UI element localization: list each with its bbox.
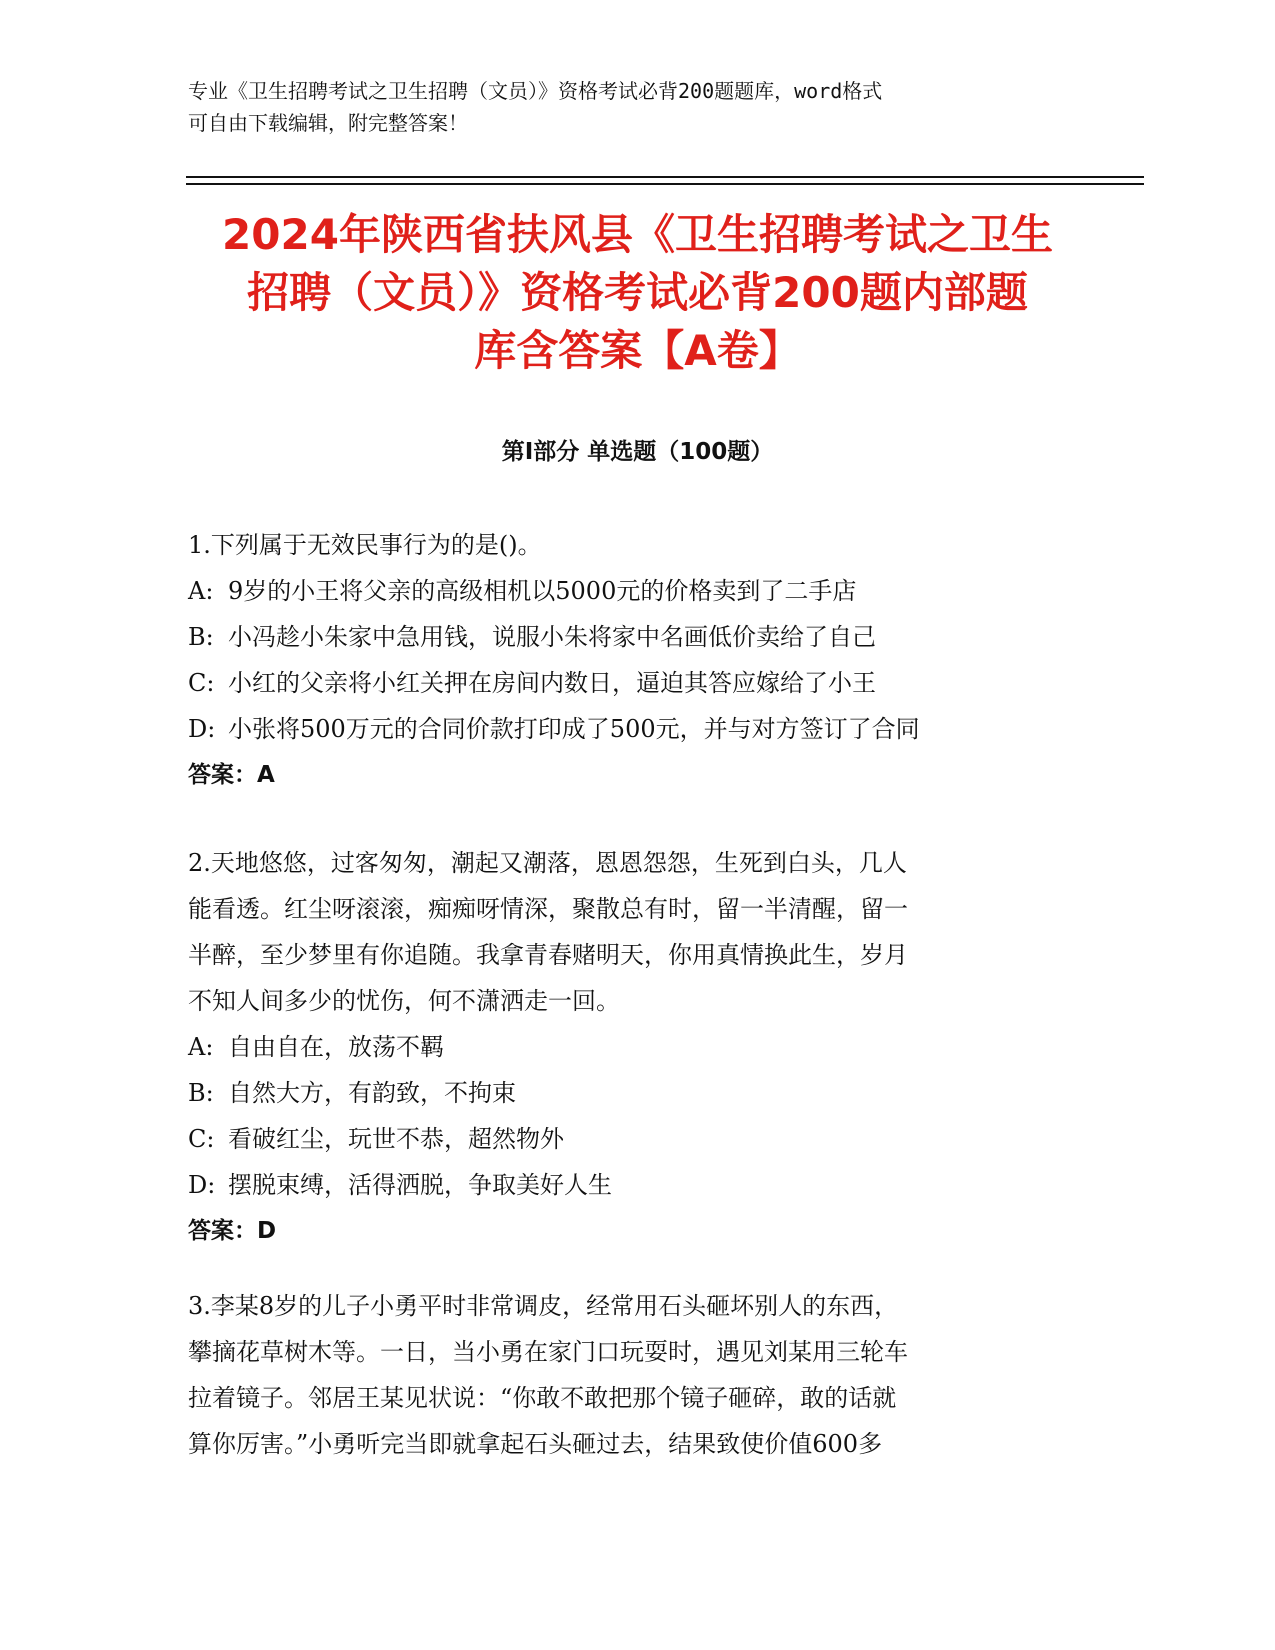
option-letter: D: (188, 1171, 216, 1199)
option-letter: A: (188, 577, 214, 605)
question-stem-line-3: 半醉，至少梦里有你追随。我拿青春赌明天，你用真情换此生，岁月 (188, 941, 908, 969)
option-text: 9岁的小王将父亲的高级相机以5000元的价格卖到了二手店 (228, 577, 857, 605)
option-text: 小张将500万元的合同价款打印成了500元，并与对方签订了合同 (228, 715, 920, 743)
option-d (188, 706, 1068, 752)
option-letter: D: (188, 715, 216, 743)
answer-label: 答案：D (188, 1218, 277, 1244)
question-stem-line-3: 拉着镜子。邻居王某见状说：“你敢不敢把那个镜子砸碎，敢的话就 (188, 1384, 897, 1412)
option-letter: A: (188, 1033, 214, 1061)
option-c (188, 1116, 1068, 1162)
option-letter: C: (188, 1125, 215, 1153)
option-d (188, 1162, 1068, 1208)
option-text: 看破红尘，玩世不恭，超然物外 (228, 1125, 564, 1153)
question-2 (188, 840, 1068, 1254)
option-text: 自由自在，放荡不羁 (228, 1033, 444, 1061)
section-heading: 第Ⅰ部分 单选题（100题） (501, 439, 774, 465)
header-divider-bottom (186, 183, 1144, 185)
header-note-line-1: 专业《卫生招聘考试之卫生招聘（文员）》资格考试必背200题题库，word格式 (188, 79, 883, 103)
option-a (188, 1024, 1068, 1070)
option-c (188, 660, 1068, 706)
option-text: 小红的父亲将小红关押在房间内数日，逼迫其答应嫁给了小王 (228, 669, 876, 697)
question-stem-line-4: 算你厉害。”小勇听完当即就拿起石头砸过去，结果致使价值600多 (188, 1430, 883, 1458)
option-text: 小冯趁小朱家中急用钱，说服小朱将家中名画低价卖给了自己 (228, 623, 876, 651)
option-text: 自然大方，有韵致，不拘束 (228, 1079, 516, 1107)
document-title-line-1: 2024年陕西省扶风县《卫生招聘考试之卫生 (222, 210, 1053, 259)
question-stem-line-2: 攀摘花草树木等。一日，当小勇在家门口玩耍时，遇见刘某用三轮车 (188, 1338, 908, 1366)
header-note-line-2: 可自由下载编辑，附完整答案！ (188, 111, 468, 135)
question-1 (188, 522, 1068, 798)
option-text: 摆脱束缚，活得洒脱，争取美好人生 (228, 1171, 612, 1199)
question-stem-line-4: 不知人间多少的忧伤，何不潇洒走一回。 (188, 987, 620, 1015)
document-title-line-3: 库含答案【A卷】 (474, 326, 801, 375)
answer-label: 答案：A (188, 762, 275, 788)
option-letter: B: (188, 1079, 214, 1107)
option-letter: C: (188, 669, 215, 697)
question-stem: 1.下列属于无效民事行为的是()。 (188, 531, 542, 559)
option-letter: B: (188, 623, 214, 651)
document-title (150, 206, 1125, 380)
option-b (188, 614, 1068, 660)
question-stem-line-1: 2.天地悠悠，过客匆匆，潮起又潮落，恩恩怨怨，生死到白头，几人 (188, 849, 907, 877)
option-a (188, 568, 1068, 614)
header-note (188, 75, 1088, 139)
document-title-line-2: 招聘（文员）》资格考试必背200题内部题 (247, 268, 1028, 317)
option-b (188, 1070, 1068, 1116)
header-divider-top (186, 176, 1144, 178)
question-stem-line-1: 3.李某8岁的儿子小勇平时非常调皮，经常用石头砸坏别人的东西， (188, 1292, 899, 1320)
question-3 (188, 1283, 1068, 1467)
question-stem-line-2: 能看透。红尘呀滚滚，痴痴呀情深，聚散总有时，留一半清醒，留一 (188, 895, 908, 923)
